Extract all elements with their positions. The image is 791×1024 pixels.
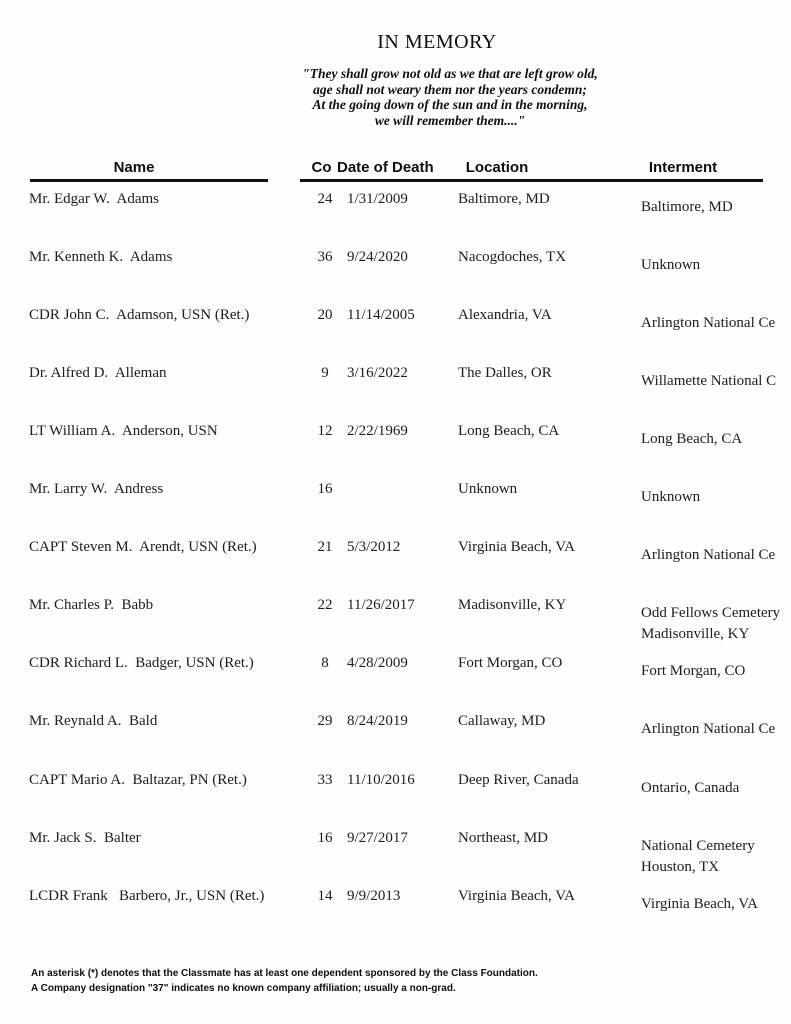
row-date-of-death: 11/10/2016 (347, 771, 415, 788)
interment-line: Willamette National C (641, 373, 777, 390)
row-interment (641, 894, 758, 915)
row-date-of-death: 11/26/2017 (347, 597, 415, 614)
column-header-location: Location (465, 159, 529, 176)
column-header-date-of-death: Date of Death (337, 159, 434, 176)
interment-line: Virginia Beach, VA (641, 895, 759, 912)
row-name: Mr. Reynald A. Bald (29, 713, 158, 730)
row-date-of-death: 5/3/2012 (347, 539, 401, 556)
row-interment (641, 661, 745, 682)
row-interment (641, 197, 733, 218)
row-company: 9 (321, 365, 329, 382)
row-location: Fort Morgan, CO (458, 655, 563, 672)
row-company: 20 (317, 307, 333, 324)
footnote-line: An asterisk (*) denotes that the Classmate has at least one dependent sponsored by the Class Foundation. (31, 968, 538, 979)
interment-line: Unknown (641, 257, 701, 274)
row-company: 36 (317, 249, 333, 266)
row-interment (641, 255, 700, 276)
row-location: Callaway, MD (458, 713, 546, 730)
table-row (0, 772, 791, 830)
column-header-name: Name (113, 159, 155, 176)
row-date-of-death: 9/24/2020 (347, 249, 408, 266)
row-location: Long Beach, CA (458, 423, 560, 440)
table-row (0, 191, 791, 249)
row-interment (641, 719, 775, 740)
row-location: Virginia Beach, VA (458, 539, 576, 556)
row-name: LCDR Frank Barbero, Jr., USN (Ret.) (29, 887, 265, 904)
row-interment (641, 429, 742, 450)
row-date-of-death: 11/14/2005 (347, 307, 415, 324)
row-name: CAPT Steven M. Arendt, USN (Ret.) (29, 539, 257, 556)
table-row (0, 539, 791, 597)
row-date-of-death: 4/28/2009 (347, 655, 408, 672)
row-interment (641, 487, 700, 508)
row-location: Nacogdoches, TX (458, 249, 567, 266)
quote-line: age shall not weary them nor the years condemn; (313, 81, 587, 97)
table-row (0, 655, 791, 713)
interment-line: Houston, TX (641, 858, 720, 875)
quote-line: At the going down of the sun and in the morning, (312, 97, 588, 112)
page-title: IN MEMORY (377, 31, 497, 53)
interment-line: Odd Fellows Cemetery (641, 605, 781, 622)
row-company: 14 (317, 887, 333, 904)
row-date-of-death: 9/27/2017 (347, 829, 408, 846)
row-name: CDR Richard L. Badger, USN (Ret.) (29, 655, 254, 672)
row-date-of-death: 3/16/2022 (347, 365, 408, 382)
quote-line: "They shall grow not old as we that are left grow old, (302, 66, 598, 81)
interment-line: Baltimore, MD (641, 199, 733, 215)
row-location: Virginia Beach, VA (458, 887, 576, 904)
table-row (0, 888, 791, 946)
interment-line: Long Beach, CA (641, 431, 743, 448)
row-name: Dr. Alfred D. Alleman (29, 365, 167, 382)
interment-line: National Cemetery (641, 837, 755, 854)
row-name: Mr. Kenneth K. Adams (29, 249, 173, 266)
row-interment (641, 545, 775, 566)
interment-line: Arlington National Ce (641, 721, 776, 738)
row-name: Mr. Charles P. Babb (29, 597, 154, 614)
table-row (0, 307, 791, 365)
row-location: Baltimore, MD (458, 191, 550, 207)
row-interment (641, 603, 780, 645)
row-name: Mr. Larry W. Andress (29, 481, 164, 498)
interment-line: Unknown (641, 489, 701, 506)
row-name: CAPT Mario A. Baltazar, PN (Ret.) (29, 771, 247, 788)
row-company: 24 (317, 191, 333, 207)
table-row (0, 423, 791, 481)
table-row (0, 365, 791, 423)
table-row (0, 481, 791, 539)
column-header-interment: Interment (648, 159, 718, 176)
row-interment (641, 313, 775, 334)
row-name: CDR John C. Adamson, USN (Ret.) (29, 307, 250, 324)
row-interment (641, 371, 776, 392)
row-location: Deep River, Canada (458, 771, 579, 788)
row-date-of-death: 8/24/2019 (347, 713, 408, 730)
row-company: 22 (317, 597, 333, 614)
table-row (0, 830, 791, 888)
interment-line: Madisonville, KY (641, 626, 750, 643)
row-location: Northeast, MD (458, 829, 548, 846)
table-row (0, 597, 791, 655)
interment-line: Ontario, Canada (641, 779, 740, 796)
row-name: Mr. Jack S. Balter (29, 829, 141, 846)
row-date-of-death: 9/9/2013 (347, 887, 401, 904)
row-company: 33 (317, 771, 333, 788)
interment-line: Arlington National Ce (641, 547, 776, 564)
table-row (0, 713, 791, 771)
row-date-of-death: 2/22/1969 (347, 423, 408, 440)
quote-line: we will remember them...." (374, 112, 526, 128)
row-company: 16 (317, 481, 333, 498)
row-location: Madisonville, KY (458, 597, 567, 614)
row-company: 8 (321, 655, 329, 672)
row-company: 29 (317, 713, 333, 730)
footnotes (31, 966, 538, 996)
interment-line: Fort Morgan, CO (641, 663, 746, 680)
row-location: Unknown (458, 481, 518, 498)
row-company: 12 (317, 423, 333, 440)
row-name: LT William A. Anderson, USN (29, 423, 218, 440)
interment-line: Arlington National Ce (641, 315, 776, 332)
footnote-line: A Company designation "37" indicates no known company affiliation; usually a non-grad. (31, 983, 456, 994)
table-row (0, 249, 791, 307)
row-company: 16 (317, 829, 333, 846)
row-interment (641, 836, 755, 878)
column-header-company: Co (311, 159, 332, 176)
row-company: 21 (317, 539, 333, 556)
row-interment (641, 778, 739, 799)
row-location: Alexandria, VA (458, 307, 552, 324)
row-name: Mr. Edgar W. Adams (29, 191, 159, 207)
row-location: The Dalles, OR (458, 365, 552, 382)
row-date-of-death: 1/31/2009 (347, 191, 408, 207)
